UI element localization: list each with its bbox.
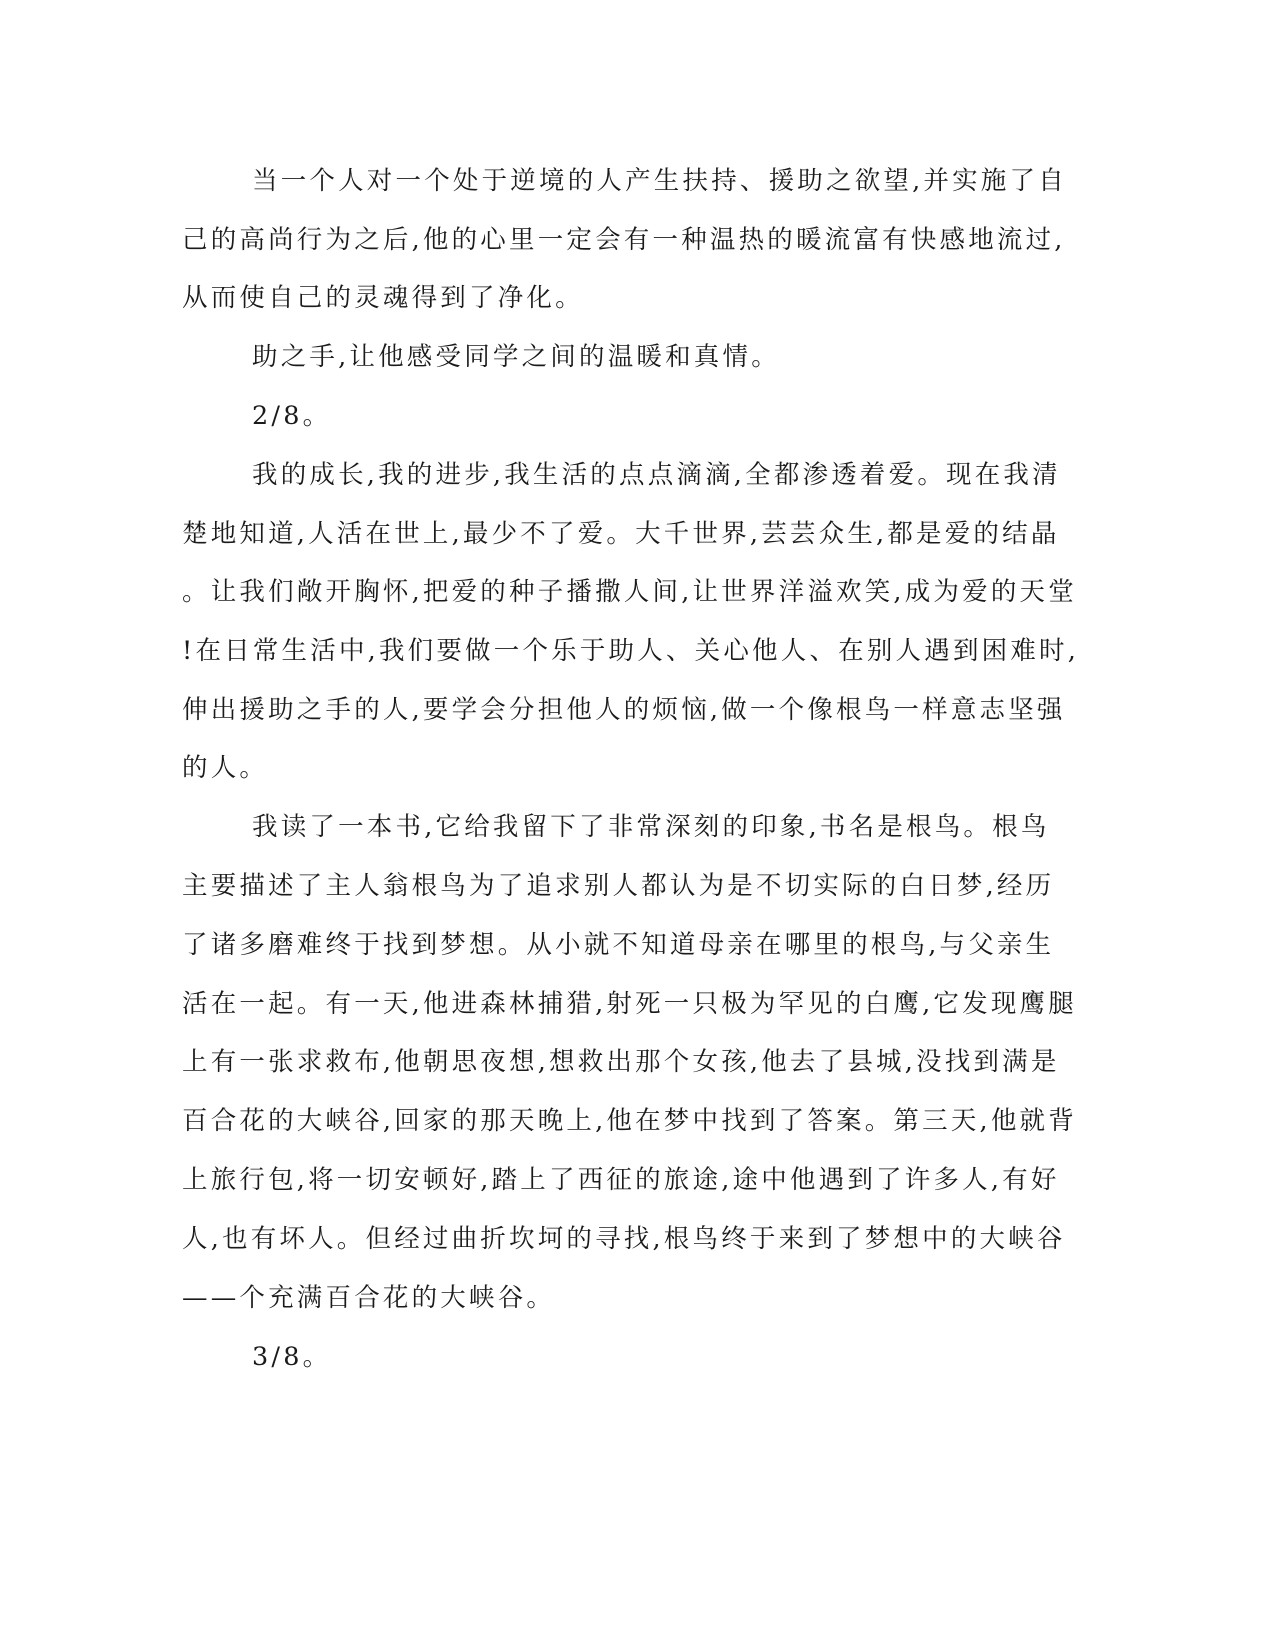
paragraph-line: 我读了一本书,它给我留下了非常深刻的印象,书名是根鸟。根鸟 [252,812,1050,842]
paragraph-line: 上旅行包,将一切安顿好,踏上了西征的旅途,途中他遇到了许多人,有好 [182,1165,1060,1195]
paragraph-line: ——个充满百合花的大峡谷。 [182,1283,556,1313]
paragraph-line: 人,也有坏人。但经过曲折坎坷的寻找,根鸟终于来到了梦想中的大峡谷 [182,1224,1066,1254]
paragraph-line: 上有一张求救布,他朝思夜想,想救出那个女孩,他去了县城,没找到满是 [182,1047,1060,1077]
paragraph-line: 我的成长,我的进步,我生活的点点滴滴,全都渗透着爱。现在我清 [252,460,1061,490]
paragraph-line: 己的高尚行为之后,他的心里一定会有一种温热的暖流富有快感地流过, [182,225,1066,255]
paragraph-line: 当一个人对一个处于逆境的人产生扶持、援助之欲望,并实施了自 [252,166,1067,196]
page-number: 3/8。 [252,1342,332,1372]
paragraph-line: !在日常生活中,我们要做一个乐于助人、关心他人、在别人遇到困难时, [182,636,1080,666]
paragraph-line: 了诸多磨难终于找到梦想。从小就不知道母亲在哪里的根鸟,与父亲生 [182,930,1055,960]
paragraph-line: 。让我们敞开胸怀,把爱的种子播撒人间,让世界洋溢欢笑,成为爱的天堂 [182,577,1077,607]
paragraph-line: 楚地知道,人活在世上,最少不了爱。大千世界,芸芸众生,都是爱的结晶 [182,519,1060,549]
paragraph-line: 主要描述了主人翁根鸟为了追求别人都认为是不切实际的白日梦,经历 [182,871,1055,901]
paragraph-line: 从而使自己的灵魂得到了净化。 [182,283,584,313]
paragraph-line: 助之手,让他感受同学之间的温暖和真情。 [252,342,780,372]
paragraph-line: 的人。 [182,753,269,783]
paragraph-line: 百合花的大峡谷,回家的那天晚上,他在梦中找到了答案。第三天,他就背 [182,1106,1077,1136]
paragraph-line: 活在一起。有一天,他进森林捕猎,射死一只极为罕见的白鹰,它发现鹰腿 [182,989,1077,1019]
page-number: 2/8。 [252,401,332,431]
paragraph-line: 伸出援助之手的人,要学会分担他人的烦恼,做一个像根鸟一样意志坚强 [182,695,1066,725]
